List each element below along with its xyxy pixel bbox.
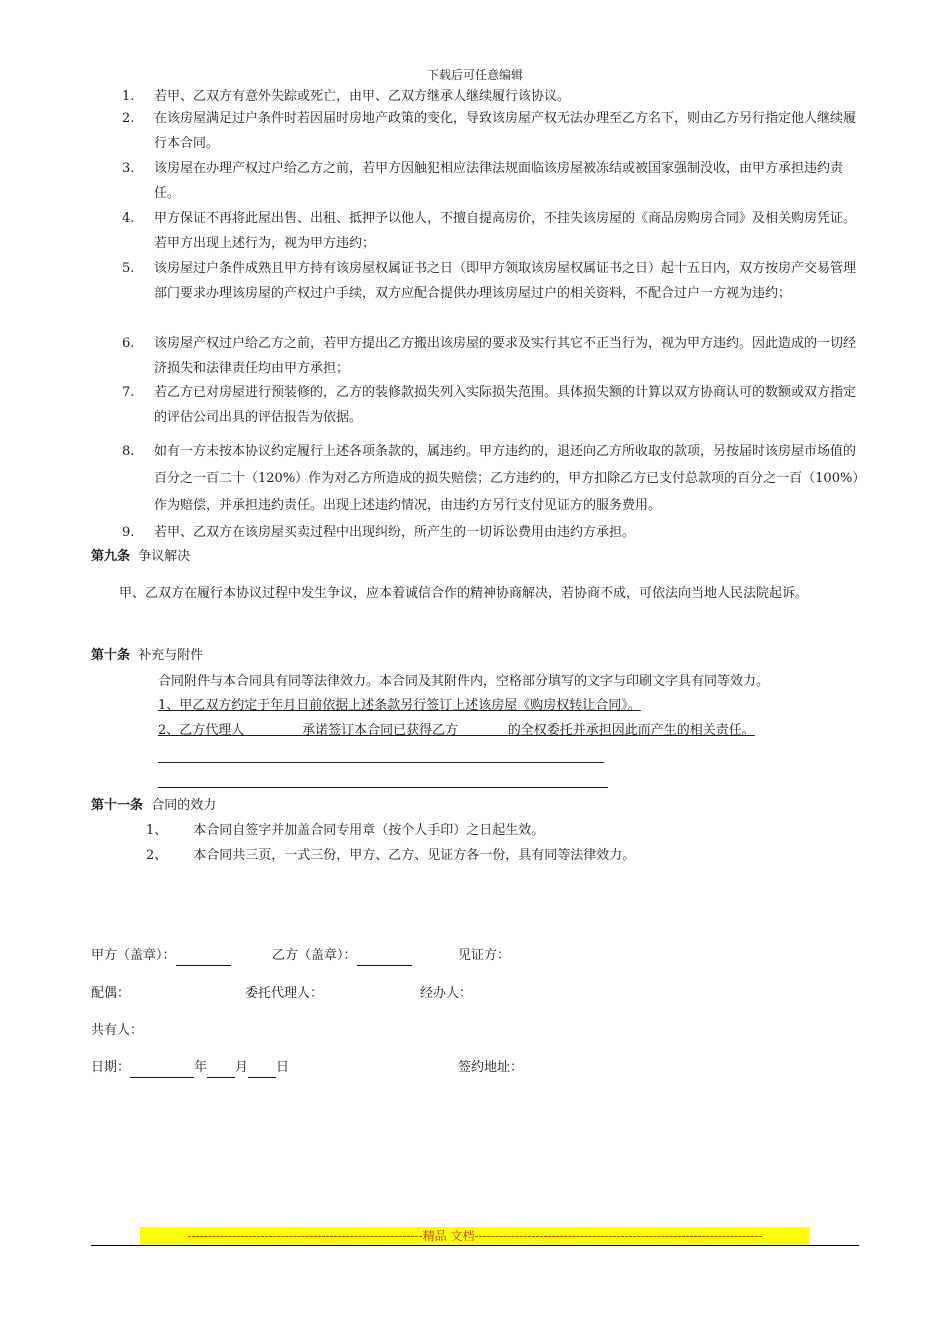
clause-item bbox=[122, 331, 862, 381]
day-label: 日 bbox=[276, 1060, 290, 1075]
article-title: 第十条 bbox=[91, 648, 131, 663]
article-10-heading bbox=[91, 645, 203, 667]
clause-number: 2. bbox=[122, 111, 135, 126]
clause-item bbox=[122, 380, 862, 430]
supplement-line-2-part-b: 承诺签订本合同已获得乙方 bbox=[302, 723, 459, 738]
party-b-label: 乙方（盖章）： bbox=[272, 948, 357, 963]
clause-item bbox=[122, 438, 862, 519]
footer-dashes-left: ---------------------------------------------------------- bbox=[187, 1229, 423, 1243]
article-11-heading bbox=[91, 795, 216, 817]
article-title: 第十一条 bbox=[91, 798, 144, 813]
article-9-body: 甲、乙双方在履行本协议过程中发生争议，应本着诚信合作的精神协商解决，若协商不成，可依法向当地人民法院起诉。 bbox=[119, 586, 809, 601]
party-b-blank bbox=[458, 723, 508, 738]
agent-label: 委托代理人： bbox=[245, 986, 324, 1001]
clause-text: 如有一方未按本协议约定履行上述各项条款的，属违约。甲方违约的，退还向乙方所收取的款项，另按届时该房屋市场值的百分之一百二十（120%）作为对乙方所造成的损失赔偿；乙方违约的，甲方扣除乙方已支付总款项的百分之一百（100%）作为赔偿，并承担违约责任。出现上述违约情况，由违约方另行支付见证方的服务费用。 bbox=[154, 444, 859, 513]
effect-text: 本合同自签字并加盖合同专用章（按个人手印）之日起生效。 bbox=[193, 823, 545, 838]
clause-number: 7. bbox=[122, 385, 135, 400]
agent-blank bbox=[244, 723, 302, 738]
month-label: 月 bbox=[235, 1060, 249, 1075]
clause-number: 1. bbox=[122, 89, 135, 104]
effect-item bbox=[146, 843, 846, 868]
supplement-line-1: 1、甲乙双方约定于年月日前依据上述条款另行签订上述该房屋《购房权转让合同》。 bbox=[158, 698, 641, 713]
article-10-body: 合同附件与本合同具有同等法律效力。本合同及其附件内，空格部分填写的文字与印刷文字具有同等效力。 bbox=[158, 674, 770, 689]
clause-item bbox=[122, 256, 862, 306]
clause-item bbox=[122, 206, 862, 256]
footer-banner bbox=[140, 1227, 810, 1245]
clause-text: 若乙方已对房屋进行预装修的，乙方的装修款损失列入实际损失范围。具体损失额的计算以双方协商认可的数额或双方指定的评估公司出具的评估报告为依据。 bbox=[154, 385, 857, 425]
clause-text: 该房屋在办理产权过户给乙方之前，若甲方因触犯相应法律法规面临该房屋被冻结或被国家强制没收，由甲方承担违约责任。 bbox=[154, 161, 844, 201]
party-a-signature bbox=[91, 946, 231, 966]
clause-text: 若甲、乙双方有意外失踪或死亡，由甲、乙双方继承人继续履行该协议。 bbox=[154, 89, 571, 104]
clause-number: 6. bbox=[122, 336, 135, 351]
article-subtitle: 补充与附件 bbox=[138, 648, 204, 663]
clause-number: 8. bbox=[122, 444, 135, 459]
clause-text: 在该房屋满足过户条件时若因届时房地产政策的变化，导致该房屋产权无法办理至乙方名下，则由乙方另行指定他人继续履行本合同。 bbox=[154, 111, 857, 151]
party-a-blank[interactable] bbox=[176, 951, 231, 966]
party-b-signature bbox=[272, 946, 412, 966]
clause-text: 甲方保证不再将此屋出售、出租、抵押予以他人，不擅自提高房价，不挂失该房屋的《商品房购房合同》及相关购房凭证。若甲方出现上述行为，视为甲方违约； bbox=[154, 211, 857, 251]
supplement-line-2-part-a: 2、乙方代理人 bbox=[158, 723, 245, 738]
clause-item bbox=[122, 520, 862, 545]
clause-number: 5. bbox=[122, 261, 135, 276]
year-blank[interactable] bbox=[130, 1063, 194, 1078]
date-label: 日期： bbox=[91, 1060, 131, 1075]
footer-label: 精品 文档 bbox=[422, 1229, 475, 1243]
effect-number: 2、 bbox=[146, 848, 168, 863]
handler-label: 经办人： bbox=[420, 986, 473, 1001]
clause-item bbox=[122, 106, 862, 156]
party-b-blank[interactable] bbox=[357, 951, 412, 966]
article-subtitle: 争议解决 bbox=[138, 549, 191, 564]
effect-number: 1、 bbox=[146, 823, 168, 838]
spouse-label: 配偶： bbox=[91, 986, 131, 1001]
date-field bbox=[91, 1058, 289, 1078]
article-title: 第九条 bbox=[91, 549, 131, 564]
co-owner-label: 共有人： bbox=[91, 1023, 144, 1038]
month-blank[interactable] bbox=[207, 1063, 235, 1078]
clause-number: 3. bbox=[122, 161, 135, 176]
clause-number: 4. bbox=[122, 211, 135, 226]
header-note: 下载后可任意编辑 bbox=[426, 68, 523, 82]
effect-item bbox=[146, 818, 846, 843]
article-9-heading bbox=[91, 546, 190, 568]
blank-fill-line bbox=[158, 787, 608, 788]
supplement-line-2-part-c: 的全权委托并承担因此而产生的相关责任。 bbox=[507, 723, 755, 738]
article-subtitle: 合同的效力 bbox=[151, 798, 217, 813]
footer-rule bbox=[91, 1245, 859, 1246]
effect-text: 本合同共三页，一式三份，甲方、乙方、见证方各一份，具有同等法律效力。 bbox=[193, 848, 636, 863]
blank-fill-line bbox=[158, 762, 604, 763]
address-label: 签约地址： bbox=[458, 1060, 524, 1075]
party-a-label: 甲方（盖章）： bbox=[91, 948, 176, 963]
witness-label: 见证方： bbox=[458, 948, 511, 963]
clause-number: 9. bbox=[122, 525, 135, 540]
clause-text: 该房屋产权过户给乙方之前，若甲方提出乙方搬出该房屋的要求及实行其它不正当行为，视为甲方违约。因此造成的一切经济损失和法律责任均由甲方承担； bbox=[154, 336, 857, 376]
clause-item bbox=[122, 156, 862, 206]
clause-text: 该房屋过户条件成熟且甲方持有该房屋权属证书之日（即甲方领取该房屋权属证书之日）起十五日内，双方按房产交易管理部门要求办理该房屋的产权过户手续，双方应配合提供办理该房屋过户的相关资料，不配合过户一方视为违约； bbox=[154, 261, 857, 301]
supplement-line-2 bbox=[158, 718, 858, 743]
clause-text: 若甲、乙双方在该房屋买卖过程中出现纠纷，所产生的一切诉讼费用由违约方承担。 bbox=[154, 525, 636, 540]
footer-dashes-right: ----------------------------------------------------------------------- bbox=[474, 1229, 763, 1243]
year-label: 年 bbox=[194, 1060, 208, 1075]
day-blank[interactable] bbox=[248, 1063, 276, 1078]
